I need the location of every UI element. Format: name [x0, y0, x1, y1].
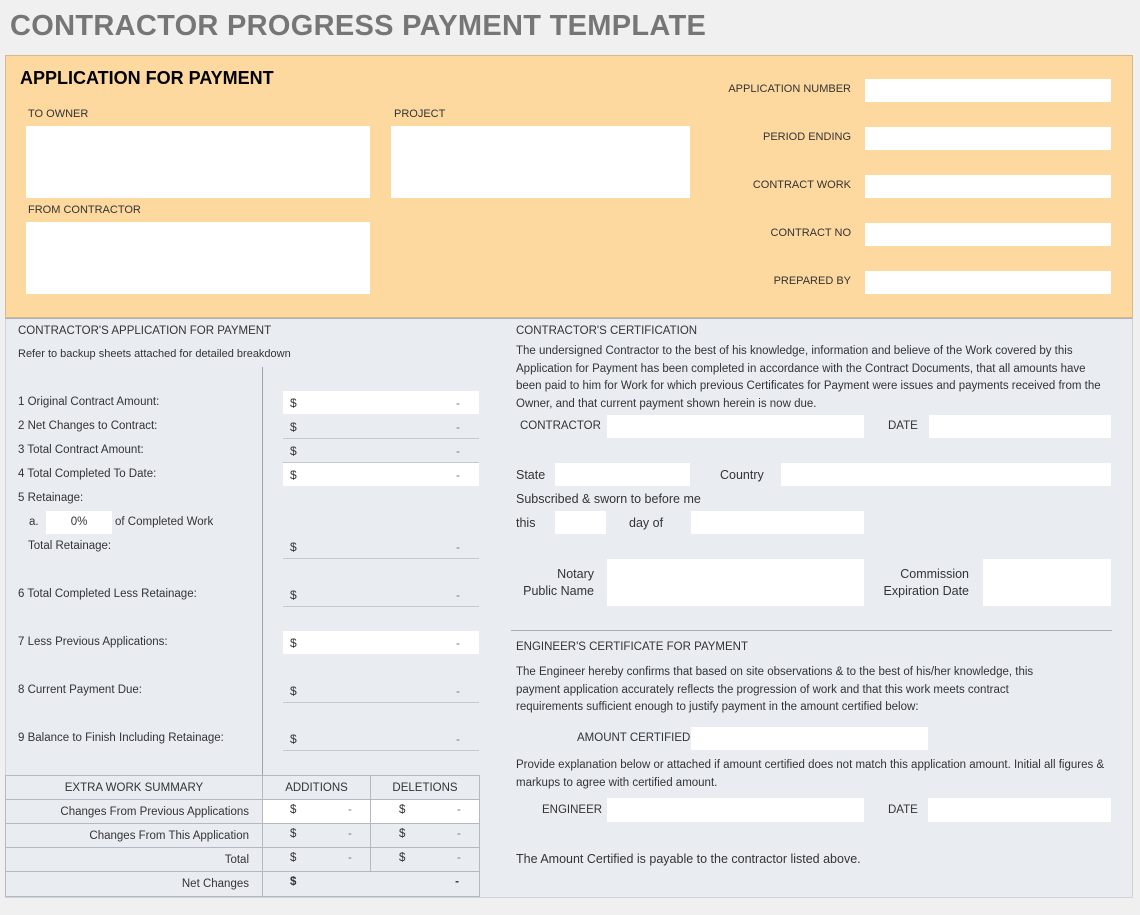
engineer-label: ENGINEER — [542, 804, 603, 816]
month-field[interactable] — [691, 511, 864, 534]
row-label: Total — [6, 848, 263, 872]
amount-certified-label: AMOUNT CERTIFIED — [577, 732, 691, 744]
line-current-payment-label: 8 Current Payment Due: — [18, 684, 143, 696]
line-total-contract-label: 3 Total Contract Amount: — [18, 444, 144, 456]
amount-value: - — [456, 732, 460, 746]
table-row — [6, 848, 480, 872]
engineer-heading: ENGINEER'S CERTIFICATE FOR PAYMENT — [516, 641, 749, 653]
cell-value: - — [348, 852, 352, 864]
section-divider — [511, 630, 1112, 631]
notary-label: Notary — [557, 567, 594, 581]
sworn-label: Subscribed & sworn to before me — [516, 492, 701, 506]
notary-public-name-field[interactable] — [607, 559, 864, 606]
additions-cell[interactable] — [263, 824, 371, 848]
amount-value: - — [456, 636, 460, 650]
row-label: Net Changes — [6, 872, 263, 897]
cell-value: - — [455, 876, 459, 888]
backup-note: Refer to backup sheets attached for detailed breakdown — [18, 348, 291, 360]
currency-symbol: $ — [290, 396, 297, 410]
table-row — [6, 800, 480, 824]
period-ending-label: PERIOD ENDING — [762, 131, 851, 143]
contractor-label: CONTRACTOR — [520, 420, 601, 432]
retainage-of-label: of Completed Work — [115, 516, 214, 528]
cell-value: - — [457, 852, 461, 864]
row-rule — [283, 558, 479, 559]
amount-value: - — [456, 444, 460, 458]
row-rule — [283, 438, 479, 439]
previous-applications-field[interactable] — [283, 631, 479, 654]
retainage-a-label: a. — [29, 516, 39, 528]
retainage-percent: 0% — [70, 516, 88, 528]
amount-value: - — [456, 588, 460, 602]
prepared-by-label: PREPARED BY — [773, 275, 851, 287]
deletions-header: DELETIONS — [371, 776, 480, 800]
line-previous-applications-label: 7 Less Previous Applications: — [18, 636, 168, 648]
contract-no-label: CONTRACT NO — [770, 227, 851, 239]
amount-value: - — [456, 468, 460, 482]
engineer-text: The Engineer hereby confirms that based on site observations & to the best of his/her knowledge, this payment application accurately reflects the progression of work and that this work meets contract requirements sufficient enough to justify payment in the amount certified below: — [516, 666, 1034, 713]
this-label: this — [516, 516, 536, 530]
net-changes-cell — [263, 872, 480, 897]
deletions-cell[interactable] — [371, 824, 480, 848]
day-field[interactable] — [555, 511, 606, 534]
original-contract-amount-field[interactable] — [283, 391, 479, 414]
currency-symbol: $ — [399, 804, 406, 816]
line-original-contract-label: 1 Original Contract Amount: — [18, 396, 160, 408]
row-label: Changes From This Application — [6, 824, 263, 848]
certification-text: The undersigned Contractor to the best of his knowledge, information and believe of the Work covered by this Application for Payment has been completed in accordance with the Contract Documents, that all amounts have been paid to him for Work for which previous Certificates for Payment were issues and payments received from the Owner, and that current payment shown herein is now due. — [516, 345, 1101, 410]
row-label: Changes From Previous Applications — [6, 800, 263, 824]
table-header-row — [6, 776, 480, 800]
day-of-label: day of — [629, 516, 664, 530]
engineer-date-field[interactable] — [928, 798, 1111, 822]
currency-symbol: $ — [290, 852, 297, 864]
commission-expiration-field[interactable] — [983, 559, 1111, 606]
currency-symbol: $ — [399, 852, 406, 864]
contractor-application-heading: CONTRACTOR'S APPLICATION FOR PAYMENT — [18, 325, 272, 337]
project-field[interactable] — [391, 126, 690, 198]
additions-header: ADDITIONS — [263, 776, 371, 800]
column-divider — [262, 367, 263, 775]
period-ending-field[interactable] — [865, 127, 1111, 150]
currency-symbol: $ — [290, 804, 297, 816]
total-completed-field[interactable] — [283, 463, 479, 486]
line-completed-less-retainage-label: 6 Total Completed Less Retainage: — [18, 588, 197, 600]
project-label: PROJECT — [394, 108, 446, 120]
application-number-label: APPLICATION NUMBER — [728, 83, 851, 95]
application-heading: APPLICATION FOR PAYMENT — [20, 68, 274, 88]
currency-symbol: $ — [290, 468, 297, 482]
line-total-completed-label: 4 Total Completed To Date: — [18, 468, 157, 480]
row-rule — [283, 606, 479, 607]
row-rule — [283, 702, 479, 703]
country-label: Country — [720, 468, 764, 482]
line-balance-to-finish-label: 9 Balance to Finish Including Retainage: — [18, 732, 224, 744]
deletions-cell[interactable] — [371, 800, 480, 824]
total-retainage-label: Total Retainage: — [28, 540, 112, 552]
amount-value: - — [456, 684, 460, 698]
deletions-cell — [371, 848, 480, 872]
engineer-date-label: DATE — [888, 804, 918, 816]
currency-symbol: $ — [290, 540, 297, 554]
to-owner-field[interactable] — [26, 126, 370, 198]
cell-value: - — [348, 804, 352, 816]
state-field[interactable] — [555, 463, 690, 486]
currency-symbol: $ — [290, 588, 297, 602]
cell-value: - — [457, 828, 461, 840]
amount-certified-field[interactable] — [691, 727, 928, 750]
currency-symbol: $ — [290, 828, 297, 840]
prepared-by-field[interactable] — [865, 271, 1111, 294]
payable-note: The Amount Certified is payable to the contractor listed above. — [516, 852, 861, 866]
contractor-date-field[interactable] — [929, 415, 1111, 438]
currency-symbol: $ — [290, 420, 297, 434]
from-contractor-label: FROM CONTRACTOR — [28, 204, 141, 216]
certification-heading: CONTRACTOR'S CERTIFICATION — [516, 325, 698, 337]
amount-value: - — [456, 540, 460, 554]
page-title: CONTRACTOR PROGRESS PAYMENT TEMPLATE — [10, 10, 707, 42]
extra-work-table — [5, 775, 480, 897]
currency-symbol: $ — [290, 732, 297, 746]
contract-work-label: CONTRACT WORK — [752, 179, 851, 191]
expiration-date-label: Expiration Date — [883, 584, 969, 598]
state-label: State — [516, 468, 546, 482]
table-row — [6, 824, 480, 848]
currency-symbol: $ — [290, 636, 297, 650]
to-owner-label: TO OWNER — [28, 108, 89, 120]
currency-symbol: $ — [290, 684, 297, 698]
table-row — [6, 872, 480, 897]
amount-value: - — [456, 396, 460, 410]
extra-work-header: EXTRA WORK SUMMARY — [6, 776, 263, 800]
contract-no-field[interactable] — [865, 223, 1111, 246]
from-contractor-field[interactable] — [26, 222, 370, 294]
cell-value: - — [457, 804, 461, 816]
commission-label: Commission — [900, 567, 969, 581]
cell-value: - — [348, 828, 352, 840]
additions-cell — [263, 848, 371, 872]
currency-symbol: $ — [290, 876, 297, 888]
contractor-date-label: DATE — [888, 420, 918, 432]
row-rule — [283, 750, 479, 751]
explanation-text: Provide explanation below or attached if amount certified does not match this application amount. Initial all figures & markups to agree with certified amount. — [516, 759, 1105, 789]
amount-value: - — [456, 420, 460, 434]
application-number-field[interactable] — [865, 79, 1111, 102]
additions-cell[interactable] — [263, 800, 371, 824]
currency-symbol: $ — [399, 828, 406, 840]
engineer-field[interactable] — [607, 798, 864, 822]
contractor-field[interactable] — [607, 415, 864, 438]
line-retainage-label: 5 Retainage: — [18, 492, 84, 504]
contract-work-field[interactable] — [865, 175, 1111, 198]
currency-symbol: $ — [290, 444, 297, 458]
line-net-changes-label: 2 Net Changes to Contract: — [18, 420, 158, 432]
public-name-label: Public Name — [523, 584, 594, 598]
country-field[interactable] — [781, 463, 1111, 486]
